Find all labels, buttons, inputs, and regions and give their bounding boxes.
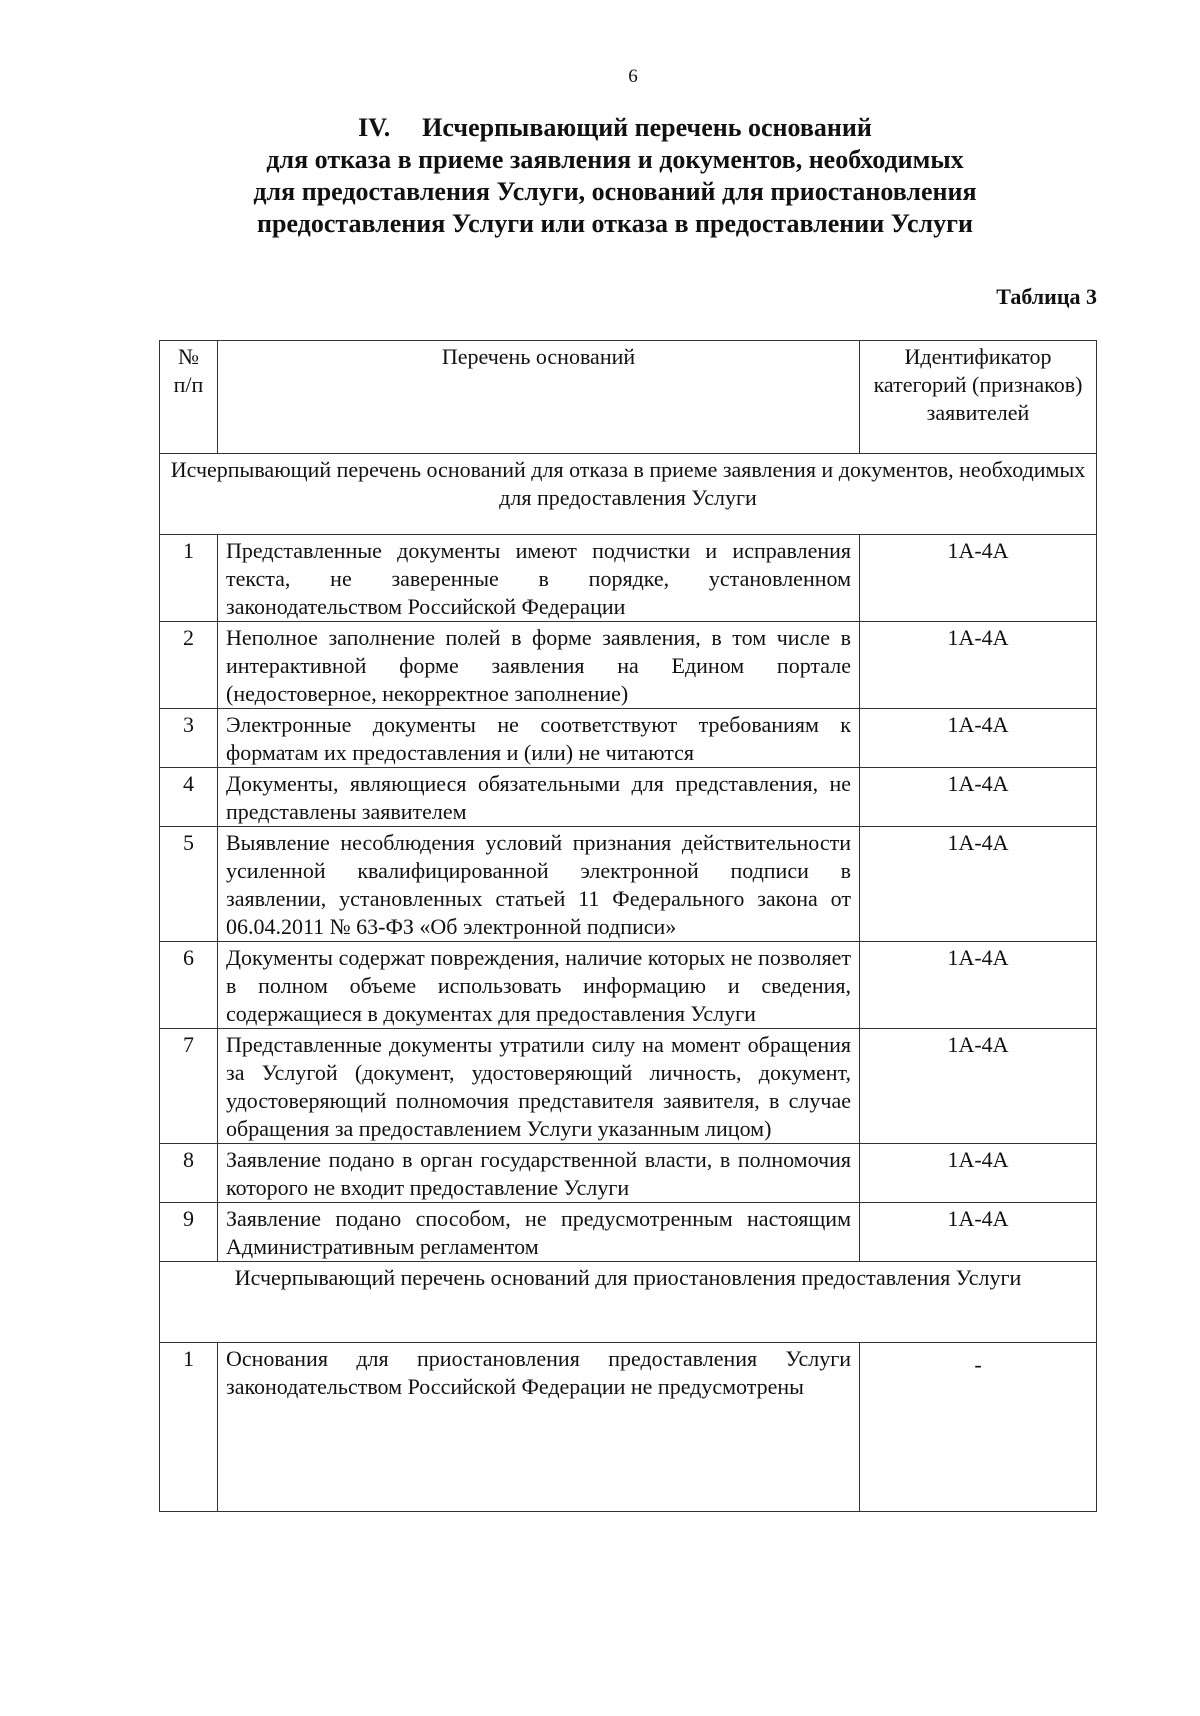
row-number: 9: [160, 1203, 218, 1262]
header-identifier: Идентификатор категорий (признаков) заявителей: [860, 341, 1097, 454]
heading-line-4: предоставления Услуги или отказа в предоставлении Услуги: [257, 209, 973, 238]
table-caption: Таблица 3: [996, 284, 1097, 309]
row-identifier: 1А-4А: [860, 1203, 1097, 1262]
header-reasons: Перечень оснований: [218, 341, 860, 454]
table-row: [160, 535, 1097, 622]
row-number: 7: [160, 1029, 218, 1144]
table-row: [160, 942, 1097, 1029]
row-reason-text: Неполное заполнение полей в форме заявления, в том числе в интерактивной форме заявления на Едином портале (недостоверное, некорректное заполнение): [218, 622, 860, 709]
row-number: 5: [160, 827, 218, 942]
reasons-table: [159, 340, 1097, 1512]
heading-line-2: для отказа в приеме заявления и документов, необходимых: [266, 145, 964, 174]
row-identifier: 1А-4А: [860, 942, 1097, 1029]
table-row: [160, 827, 1097, 942]
row-identifier: 1А-4А: [860, 535, 1097, 622]
row-number: 1: [160, 1343, 218, 1512]
row-identifier: -: [860, 1343, 1097, 1512]
row-identifier: 1А-4А: [860, 827, 1097, 942]
row-number: 6: [160, 942, 218, 1029]
row-number: 3: [160, 709, 218, 768]
row-number: 1: [160, 535, 218, 622]
row-identifier: 1А-4А: [860, 709, 1097, 768]
row-reason-text: Документы содержат повреждения, наличие которых не позволяет в полном объеме использовать информацию и сведения, содержащиеся в документах для предоставления Услуги: [218, 942, 860, 1029]
table-row: [160, 1029, 1097, 1144]
row-reason-text: Заявление подано способом, не предусмотренным настоящим Административным регламентом: [218, 1203, 860, 1262]
table-row: [160, 1144, 1097, 1203]
row-reason-text: Документы, являющиеся обязательными для представления, не представлены заявителем: [218, 768, 860, 827]
section-1-title-row: [160, 454, 1097, 535]
row-identifier: 1А-4А: [860, 1029, 1097, 1144]
row-reason-text: Выявление несоблюдения условий признания действительности усиленной квалифицированной электронной подписи в заявлении, установленных статьей 11 Федерального закона от 06.04.2011 № 63-ФЗ «Об электронной подписи»: [218, 827, 860, 942]
table-row: [160, 622, 1097, 709]
row-reason-text: Представленные документы утратили силу на момент обращения за Услугой (документ, удостоверяющий личность, документ, удостоверяющий полномочия представителя заявителя, в случае обращения за предоставлением Услуги указанным лицом): [218, 1029, 860, 1144]
section-2-title-row: [160, 1262, 1097, 1343]
row-number: 4: [160, 768, 218, 827]
row-reason-text: Заявление подано в орган государственной власти, в полномочия которого не входит предоставление Услуги: [218, 1144, 860, 1203]
header-number: № п/п: [160, 341, 218, 454]
row-number: 2: [160, 622, 218, 709]
row-identifier: 1А-4А: [860, 1144, 1097, 1203]
heading-line-3: для предоставления Услуги, оснований для приостановления: [253, 177, 977, 206]
row-number: 8: [160, 1144, 218, 1203]
section-1-title: Исчерпывающий перечень оснований для отказа в приеме заявления и документов, необходимых для предоставления Услуги: [160, 454, 1097, 535]
row-reason-text: Основания для приостановления предоставления Услуги законодательством Российской Федерации не предусмотрены: [218, 1343, 860, 1512]
table-row: [160, 709, 1097, 768]
page-number: 6: [628, 66, 638, 87]
heading-line-1: Исчерпывающий перечень оснований: [422, 113, 872, 142]
row-reason-text: Представленные документы имеют подчистки и исправления текста, не заверенные в порядке, установленном законодательством Российской Федерации: [218, 535, 860, 622]
section-numeral: IV.: [358, 113, 391, 142]
row-reason-text: Электронные документы не соответствуют требованиям к форматам их предоставления и (или) не читаются: [218, 709, 860, 768]
table-row: [160, 1343, 1097, 1512]
row-identifier: 1А-4А: [860, 622, 1097, 709]
table-row: [160, 1203, 1097, 1262]
table-row: [160, 768, 1097, 827]
table-header-row: [160, 341, 1097, 454]
section-2-title: Исчерпывающий перечень оснований для приостановления предоставления Услуги: [160, 1262, 1097, 1343]
row-identifier: 1А-4А: [860, 768, 1097, 827]
section-heading: [150, 112, 1080, 240]
